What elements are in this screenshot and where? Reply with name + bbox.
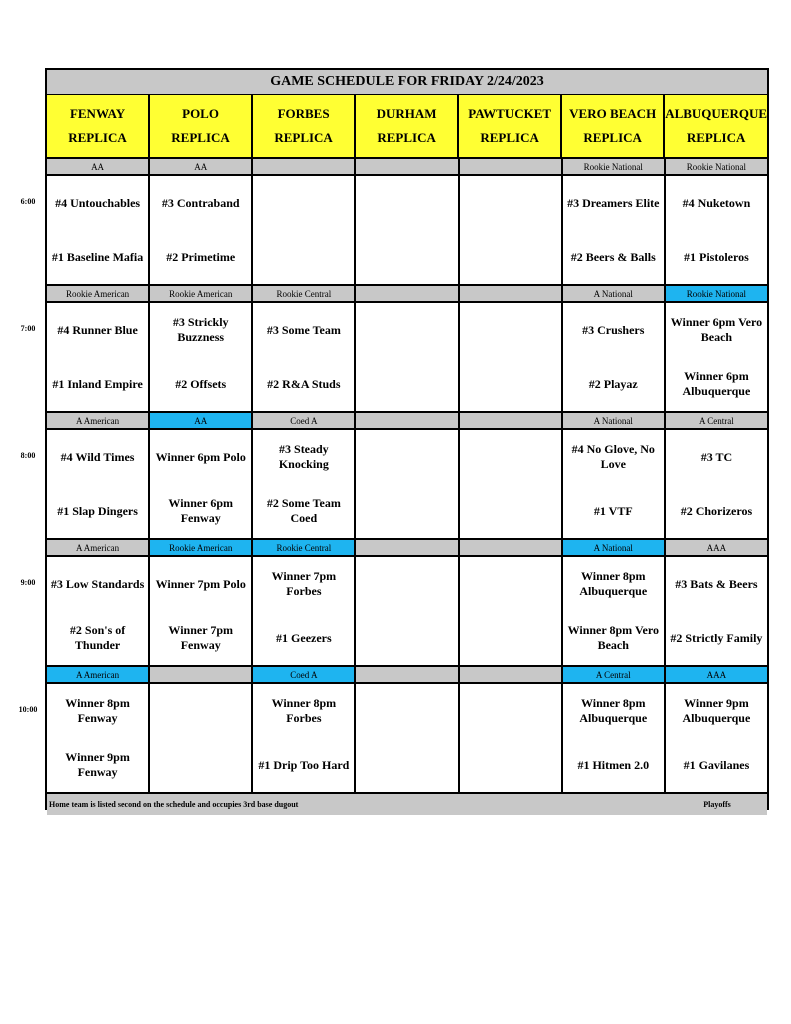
away-team xyxy=(460,430,561,484)
home-team xyxy=(356,738,457,792)
division-label xyxy=(460,286,563,301)
away-team: Winner 8pm Albuquerque xyxy=(579,696,648,725)
home-team: #1 Slap Dingers xyxy=(57,503,138,518)
game-cell xyxy=(563,684,666,792)
division-label: A National xyxy=(563,540,666,555)
away-team: #3 Crushers xyxy=(582,322,645,337)
away-team: Winner 7pm Polo xyxy=(155,576,246,591)
field-header xyxy=(47,95,150,157)
field-header xyxy=(459,95,562,157)
field-subtitle: REPLICA xyxy=(377,130,436,145)
home-team: Winner 7pm Fenway xyxy=(168,623,233,652)
field-subtitle: REPLICA xyxy=(68,130,127,145)
division-label xyxy=(356,159,459,174)
game-cell xyxy=(356,684,459,792)
home-team: Winner 6pm Albuquerque xyxy=(682,369,751,398)
game-cell xyxy=(563,176,666,284)
away-team: Winner 6pm Vero Beach xyxy=(670,315,763,344)
time-label: 7:00 xyxy=(20,324,36,333)
field-name: DURHAM xyxy=(376,106,437,121)
away-team xyxy=(356,557,457,611)
away-team: #4 Nuketown xyxy=(682,195,751,210)
game-cell xyxy=(460,684,563,792)
game-cell xyxy=(666,176,767,284)
home-team: #2 Beers & Balls xyxy=(570,249,656,264)
home-team xyxy=(460,738,561,792)
home-team: #2 Chorizeros xyxy=(680,503,753,518)
field-name: FORBES xyxy=(277,106,330,121)
division-label xyxy=(356,413,459,428)
away-team: #4 Runner Blue xyxy=(57,322,138,337)
away-team: #3 Bats & Beers xyxy=(675,576,758,591)
division-label xyxy=(460,667,563,682)
division-label xyxy=(356,667,459,682)
schedule-table xyxy=(45,68,769,810)
division-label: A National xyxy=(563,413,666,428)
time-label: 10:00 xyxy=(18,705,38,714)
away-team: #3 Low Standards xyxy=(50,576,145,591)
away-team xyxy=(460,303,561,357)
game-cell xyxy=(253,684,356,792)
home-team: #2 Offsets xyxy=(175,376,227,391)
away-team: Winner 9pm Albuquerque xyxy=(682,696,751,725)
time-slot-row xyxy=(47,176,767,286)
division-label xyxy=(150,667,253,682)
division-label: Rookie American xyxy=(150,286,253,301)
home-team xyxy=(460,484,561,538)
home-team xyxy=(253,230,354,284)
home-team xyxy=(356,357,457,411)
division-label: A Central xyxy=(563,667,666,682)
away-team: #3 Dreamers Elite xyxy=(567,195,660,210)
field-subtitle: REPLICA xyxy=(686,130,746,145)
footer-row xyxy=(47,794,767,815)
game-cell xyxy=(150,684,253,792)
time-slot-row xyxy=(47,303,767,413)
away-team xyxy=(356,430,457,484)
game-cell xyxy=(563,430,666,538)
game-cell xyxy=(356,303,459,411)
away-team: #4 Wild Times xyxy=(60,449,135,464)
home-team: #1 Baseline Mafia xyxy=(51,249,144,264)
away-team xyxy=(356,684,457,738)
division-label xyxy=(356,286,459,301)
division-label xyxy=(460,540,563,555)
field-header xyxy=(665,95,767,157)
game-cell xyxy=(460,557,563,665)
away-team: #4 No Glove, No Love xyxy=(571,442,655,471)
home-team: #1 Hitmen 2.0 xyxy=(577,757,650,772)
field-header xyxy=(562,95,665,157)
game-cell xyxy=(150,557,253,665)
division-label: AAA xyxy=(666,540,767,555)
home-team: #1 Pistoleros xyxy=(684,249,749,264)
home-team xyxy=(460,357,561,411)
game-cell xyxy=(356,557,459,665)
field-name: ALBUQUERQUE xyxy=(665,106,768,121)
away-team xyxy=(356,176,457,230)
division-label: AA xyxy=(47,159,150,174)
game-cell xyxy=(666,684,767,792)
division-label: A American xyxy=(47,540,150,555)
home-team: #1 Inland Empire xyxy=(52,376,143,391)
away-team xyxy=(356,303,457,357)
footer-note: Home team is listed second on the schedule and occupies 3rd base dugout xyxy=(49,800,299,809)
game-cell xyxy=(253,303,356,411)
division-label: Coed A xyxy=(253,667,356,682)
schedule-title: GAME SCHEDULE FOR FRIDAY 2/24/2023 xyxy=(47,70,767,95)
home-team: #1 Drip Too Hard xyxy=(258,757,350,772)
away-team: Winner 6pm Polo xyxy=(155,449,246,464)
division-label xyxy=(460,159,563,174)
field-name: FENWAY xyxy=(69,106,126,121)
field-name: PAWTUCKET xyxy=(468,106,552,121)
away-team xyxy=(460,176,561,230)
game-cell xyxy=(356,430,459,538)
game-cell xyxy=(47,176,150,284)
home-team: #2 Strictly Family xyxy=(670,630,763,645)
time-slot-row xyxy=(47,430,767,540)
division-label xyxy=(356,540,459,555)
division-label: Rookie National xyxy=(666,286,767,301)
game-cell xyxy=(253,430,356,538)
away-team: #3 Steady Knocking xyxy=(278,442,329,471)
home-team: #1 Geezers xyxy=(276,630,332,645)
away-team: Winner 8pm Albuquerque xyxy=(579,569,648,598)
home-team xyxy=(460,611,561,665)
home-team xyxy=(356,484,457,538)
division-label: Rookie National xyxy=(666,159,767,174)
field-subtitle: REPLICA xyxy=(480,130,539,145)
field-header xyxy=(356,95,459,157)
division-label: Rookie National xyxy=(563,159,666,174)
away-team: Winner 8pm Forbes xyxy=(271,696,337,725)
game-cell xyxy=(150,303,253,411)
division-label: A National xyxy=(563,286,666,301)
division-label: A American xyxy=(47,413,150,428)
away-team: #4 Untouchables xyxy=(55,195,141,210)
away-team xyxy=(460,557,561,611)
division-label xyxy=(460,413,563,428)
time-label: 9:00 xyxy=(20,578,36,587)
division-label: AA xyxy=(150,159,253,174)
division-row xyxy=(47,159,767,176)
away-team: Winner 8pm Fenway xyxy=(65,696,130,725)
field-name: POLO xyxy=(182,106,219,121)
away-team xyxy=(460,684,561,738)
home-team: Winner 6pm Fenway xyxy=(168,496,233,525)
home-team xyxy=(356,230,457,284)
game-cell xyxy=(666,303,767,411)
game-cell xyxy=(666,557,767,665)
field-subtitle: REPLICA xyxy=(274,130,333,145)
away-team: Winner 7pm Forbes xyxy=(271,569,337,598)
home-team: #2 Playaz xyxy=(588,376,638,391)
division-row xyxy=(47,413,767,430)
time-slot-row xyxy=(47,684,767,794)
division-label: Rookie Central xyxy=(253,286,356,301)
home-team: Winner 9pm Fenway xyxy=(65,750,130,779)
field-header xyxy=(253,95,356,157)
field-name: VERO BEACH xyxy=(569,106,657,121)
division-label: A Central xyxy=(666,413,767,428)
game-cell xyxy=(460,303,563,411)
home-team: Winner 8pm Vero Beach xyxy=(567,623,659,652)
field-header xyxy=(150,95,253,157)
game-cell xyxy=(460,430,563,538)
time-label: 6:00 xyxy=(20,197,36,206)
field-header-row xyxy=(47,95,767,159)
away-team: #3 Some Team xyxy=(266,322,341,337)
game-cell xyxy=(253,557,356,665)
division-label xyxy=(253,159,356,174)
game-cell xyxy=(150,176,253,284)
time-slot-row xyxy=(47,557,767,667)
division-label: Rookie American xyxy=(47,286,150,301)
game-cell xyxy=(47,430,150,538)
away-team xyxy=(253,176,354,230)
away-team: #3 TC xyxy=(700,449,733,464)
game-cell xyxy=(47,303,150,411)
field-subtitle: REPLICA xyxy=(171,130,230,145)
game-cell xyxy=(460,176,563,284)
division-label: A American xyxy=(47,667,150,682)
home-team: #2 Son's of Thunder xyxy=(69,623,126,652)
division-label: AA xyxy=(150,413,253,428)
home-team xyxy=(460,230,561,284)
game-cell xyxy=(150,430,253,538)
game-cell xyxy=(356,176,459,284)
home-team xyxy=(150,738,251,792)
game-cell xyxy=(666,430,767,538)
division-label: AAA xyxy=(666,667,767,682)
home-team: #1 VTF xyxy=(593,503,633,518)
away-team xyxy=(150,684,251,738)
division-row xyxy=(47,540,767,557)
division-label: Coed A xyxy=(253,413,356,428)
away-team: #3 Strickly Buzzness xyxy=(172,315,229,344)
home-team: #2 Primetime xyxy=(166,249,236,264)
game-cell xyxy=(47,557,150,665)
game-cell xyxy=(253,176,356,284)
playoffs-legend: Playoffs xyxy=(703,800,731,809)
home-team: #1 Gavilanes xyxy=(683,757,750,772)
game-cell xyxy=(47,684,150,792)
field-subtitle: REPLICA xyxy=(583,130,642,145)
game-cell xyxy=(563,557,666,665)
division-row xyxy=(47,286,767,303)
home-team xyxy=(356,611,457,665)
home-team: #2 Some Team Coed xyxy=(266,496,341,525)
game-cell xyxy=(563,303,666,411)
division-label: Rookie American xyxy=(150,540,253,555)
home-team: #2 R&A Studs xyxy=(267,376,341,391)
away-team: #3 Contraband xyxy=(161,195,240,210)
time-label: 8:00 xyxy=(20,451,36,460)
division-row xyxy=(47,667,767,684)
division-label: Rookie Central xyxy=(253,540,356,555)
